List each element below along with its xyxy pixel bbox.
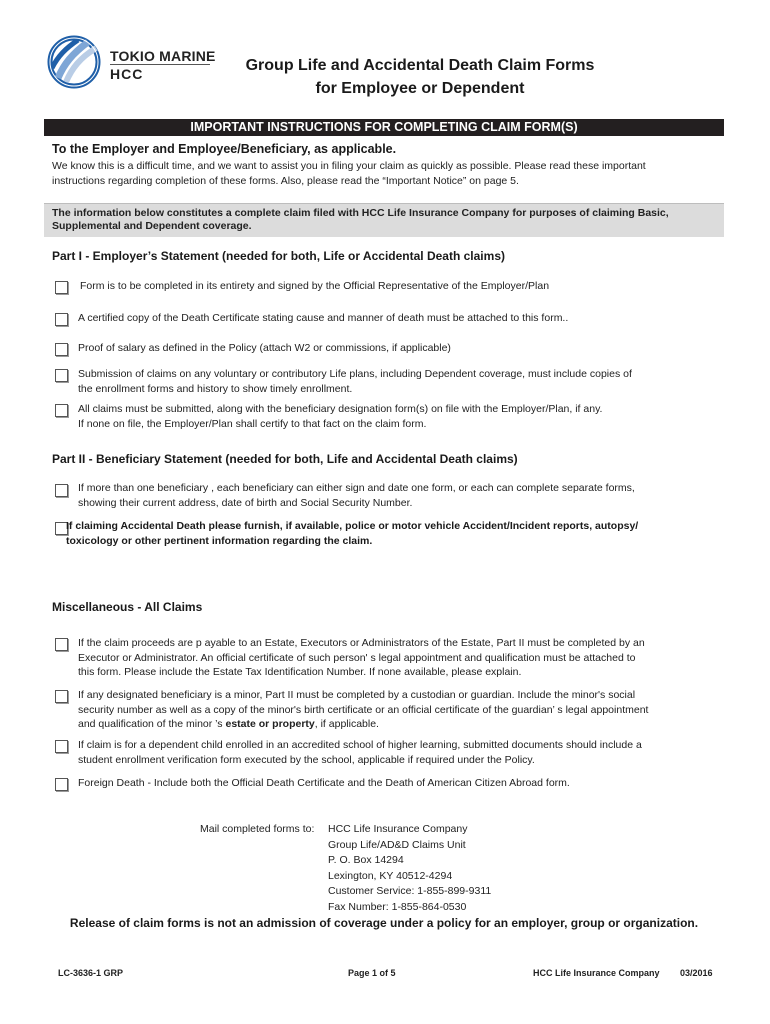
footer-form-id: LC-3636-1 GRP bbox=[58, 968, 124, 978]
misc-item-3 bbox=[78, 738, 718, 767]
misc-item-2-line3-pre: and qualification of the minor ’s bbox=[78, 718, 226, 730]
checkbox-misc-item1[interactable] bbox=[55, 638, 68, 651]
misc-item-2-line3-bold: estate or property bbox=[225, 718, 315, 730]
part2-item-1-line2: showing their current address, date of birth and Social Security Number. bbox=[78, 496, 413, 509]
checkbox-part1-item5[interactable] bbox=[55, 404, 68, 417]
part2-item-2-line1: If claiming Accidental Death please furnish, if available, police or motor vehicle Accident/Incident reports, autopsy/ bbox=[66, 520, 639, 532]
mail-line-5: Customer Service: 1-855-899-9311 bbox=[328, 885, 492, 897]
notice-line-2: Supplemental and Dependent coverage. bbox=[52, 220, 252, 232]
mail-line-3: P. O. Box 14294 bbox=[328, 854, 404, 866]
logo-text-hcc: HCC bbox=[110, 66, 144, 82]
part1-item-2-line1: A certified copy of the Death Certificate stating cause and manner of death must be attached to this form.. bbox=[78, 312, 569, 324]
logo-divider bbox=[110, 64, 210, 65]
part1-item-2 bbox=[78, 311, 718, 326]
misc-item-1-line1: If the claim proceeds are p ayable to an Estate, Executors or Administrators of the Estate, Part II must be completed by an bbox=[78, 637, 645, 649]
part2-item-1-line1: If more than one beneficiary , each beneficiary can either sign and date one form, or each can complete separate forms, bbox=[78, 482, 635, 494]
misc-heading: Miscellaneous - All Claims bbox=[52, 600, 203, 614]
part1-item-3-line1: Proof of salary as defined in the Policy (attach W2 or commissions, if applicable) bbox=[78, 342, 451, 354]
misc-item-2-line1: If any designated beneficiary is a minor, Part II must be completed by a custodian or guardian. Include the minor's social bbox=[78, 689, 636, 701]
checkbox-part1-item3[interactable] bbox=[55, 343, 68, 356]
part1-item-5 bbox=[78, 402, 718, 431]
checkbox-part1-item4[interactable] bbox=[55, 369, 68, 382]
part1-item-4-line2: the enrollment forms and history to show timely enrollment. bbox=[78, 382, 353, 395]
misc-item-1 bbox=[78, 636, 718, 680]
misc-item-2-line3-post: , if applicable. bbox=[314, 718, 379, 730]
part1-item-3 bbox=[78, 341, 718, 356]
footer-page-number: Page 1 of 5 bbox=[348, 968, 396, 978]
page-title-line2: for Employee or Dependent bbox=[315, 80, 525, 97]
checkbox-misc-item4[interactable] bbox=[55, 778, 68, 791]
mail-label: Mail completed forms to: bbox=[200, 823, 315, 835]
mail-address bbox=[328, 822, 491, 915]
misc-item-2 bbox=[78, 688, 718, 732]
checkbox-misc-item3[interactable] bbox=[55, 740, 68, 753]
mail-line-1: HCC Life Insurance Company bbox=[328, 823, 468, 835]
part2-item-1 bbox=[78, 481, 718, 510]
part1-item-5-line2: If none on file, the Employer/Plan shall certify to that fact on the claim form. bbox=[78, 417, 427, 430]
intro-heading: To the Employer and Employee/Beneficiary, as applicable. bbox=[52, 142, 397, 156]
misc-item-3-line1: If claim is for a dependent child enrolled in an accredited school of higher learning, submitted documents should include a bbox=[78, 739, 642, 751]
mail-line-6: Fax Number: 1-855-864-0530 bbox=[328, 900, 467, 913]
part1-item-5-line1: All claims must be submitted, along with the beneficiary designation form(s) on file with the Employer/Plan, if any. bbox=[78, 403, 603, 415]
misc-item-2-line2: security number as well as a copy of the minor's birth certificate or an official certificate of the guardian’ s legal appointment bbox=[78, 703, 649, 716]
misc-item-4 bbox=[78, 776, 718, 791]
release-statement: Release of claim forms is not an admission of coverage under a policy for an employer, group or organization. bbox=[69, 916, 699, 930]
part1-item-1-line1: Form is to be completed in its entirety and signed by the Official Representative of the Employer/Plan bbox=[80, 280, 550, 292]
page-title-line1: Group Life and Accidental Death Claim Forms bbox=[245, 57, 595, 74]
tokio-marine-logo-icon bbox=[44, 34, 104, 90]
checkbox-part1-item2[interactable] bbox=[55, 313, 68, 326]
intro-line-1: We know this is a difficult time, and we want to assist you in filing your claim as quickly as possible. Please read these important bbox=[52, 160, 646, 172]
footer-company: HCC Life Insurance Company bbox=[533, 968, 660, 978]
part2-item-2 bbox=[66, 519, 706, 548]
part1-item-1 bbox=[80, 279, 720, 294]
logo-text-tokio-marine: TOKIO MARINE bbox=[110, 48, 216, 64]
part2-heading: Part II - Beneficiary Statement (needed for both, Life and Accidental Death claims) bbox=[52, 452, 518, 466]
part1-item-4 bbox=[78, 367, 718, 396]
notice-line-1: The information below constitutes a complete claim filed with HCC Life Insurance Company for purposes of claiming Basic, bbox=[52, 207, 669, 219]
notice-text bbox=[52, 207, 722, 233]
mail-line-2: Group Life/AD&D Claims Unit bbox=[328, 838, 466, 851]
checkbox-misc-item2[interactable] bbox=[55, 690, 68, 703]
checkbox-part1-item1[interactable] bbox=[55, 281, 68, 294]
mail-line-4: Lexington, KY 40512-4294 bbox=[328, 869, 453, 882]
checkbox-part2-item1[interactable] bbox=[55, 484, 68, 497]
misc-item-1-line3: this form. Please include the Estate Tax Identification Number. If none available, please explain. bbox=[78, 666, 522, 678]
misc-item-4-line1: Foreign Death - Include both the Official Death Certificate and the Death of American Citizen Abroad form. bbox=[78, 777, 570, 789]
part2-item-2-line2: toxicology or other pertinent information regarding the claim. bbox=[66, 534, 373, 547]
part1-heading: Part I - Employer’s Statement (needed for both, Life or Accidental Death claims) bbox=[52, 249, 505, 263]
misc-item-1-line2: Executor or Administrator. An official certificate of such person' s legal appointment and qualification must be attached to bbox=[78, 651, 636, 664]
misc-item-2-line3 bbox=[78, 717, 718, 732]
instructions-banner: IMPORTANT INSTRUCTIONS FOR COMPLETING CLAIM FORM(S) bbox=[44, 119, 724, 136]
part1-item-4-line1: Submission of claims on any voluntary or contributory Life plans, including Dependent coverage, must include copies of bbox=[78, 368, 632, 380]
intro-line-2: instructions regarding completion of these forms. Also, please read the “Important Notice” on page 5. bbox=[52, 175, 519, 187]
footer-date: 03/2016 bbox=[680, 968, 713, 978]
misc-item-3-line2: student enrollment verification form executed by the school, applicable if required under the Policy. bbox=[78, 753, 535, 766]
